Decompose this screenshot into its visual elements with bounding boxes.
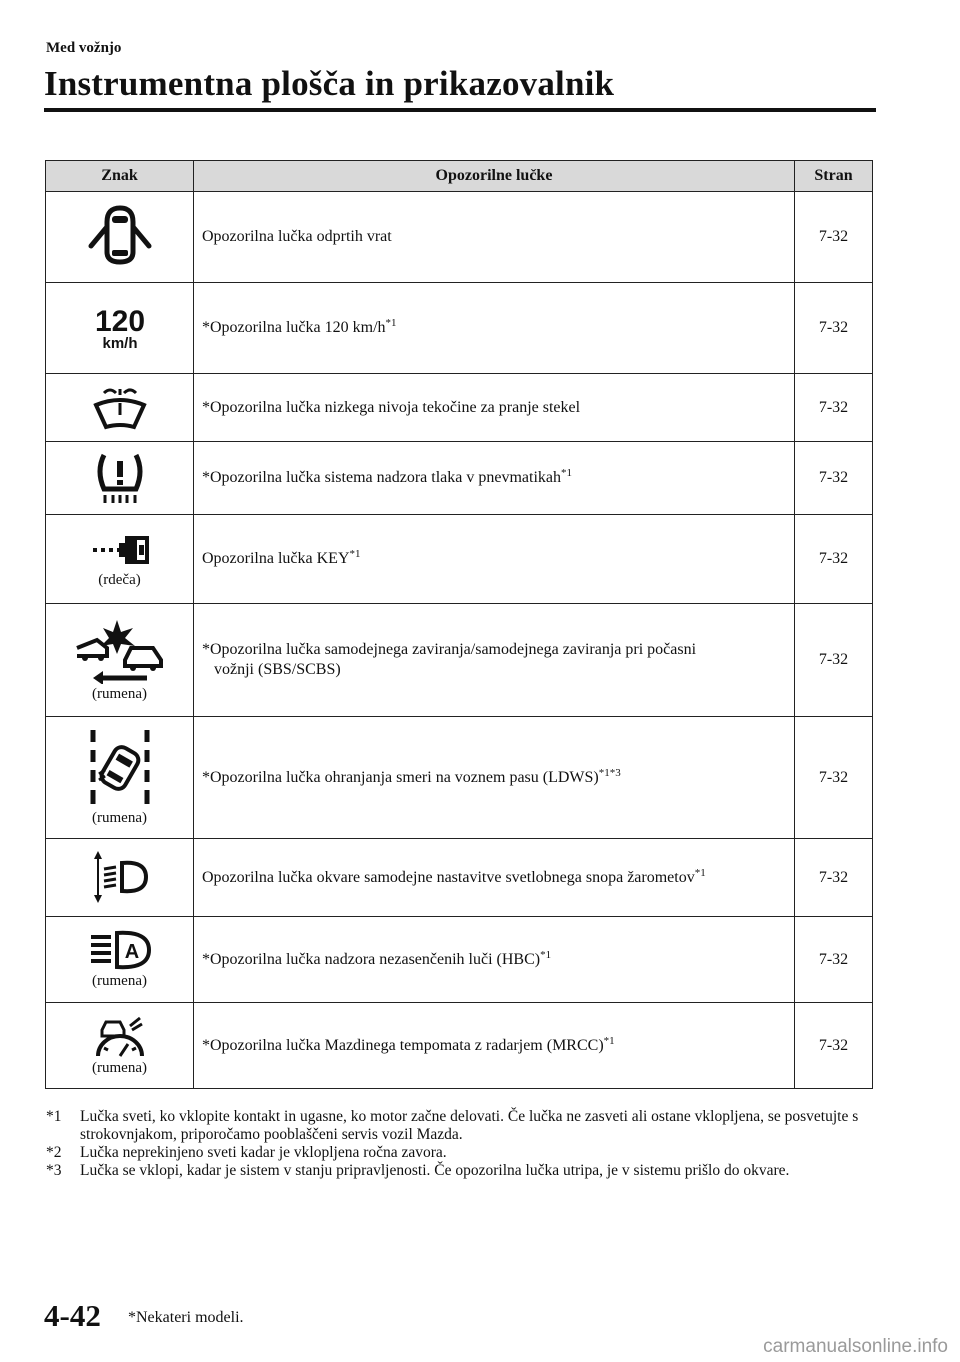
page-number: 4-42 [44,1298,101,1333]
page-ref: 7-32 [795,717,873,839]
page-ref: 7-32 [795,1003,873,1089]
ldws-warning-icon [85,728,155,808]
table-row [46,604,873,717]
table-row [46,283,873,374]
page-ref: 7-32 [795,192,873,283]
warning-lights-table [45,160,873,1089]
color-caption: (rumena) [92,1060,147,1076]
light-description: *Opozorilna lučka Mazdinega tempomata z radarjem (MRCC)$^{*1}$ [194,1003,795,1089]
sign-cell [46,604,194,717]
table-header-row [46,161,873,192]
light-description: *Opozorilna lučka 120 $km/h^{*1}$ [194,283,795,374]
tire-pressure-warning-icon [92,451,148,505]
light-description: Opozorilna lučka odprtih vrat [194,192,795,283]
light-description: *Opozorilna lučka nizkega nivoja tekočine za pranje stekel [194,374,795,442]
table-row [46,442,873,515]
page-ref: 7-32 [795,917,873,1003]
hbc-warning-icon [87,929,153,971]
sign-cell [46,283,194,374]
light-description: *Opozorilna lučka sistema nadzora tlaka v pnevmatikah$^{*1}$ [194,442,795,515]
color-caption: (rumena) [92,685,147,702]
table-row [46,917,873,1003]
table-row [46,515,873,604]
sign-cell [46,442,194,515]
light-description: *Opozorilna lučka ohranjanja smeri na voznem pasu (LDWS)$^{*1*3}$ [194,717,795,839]
sign-cell [46,717,194,839]
header-page: Stran [795,161,873,192]
light-description: *Opozorilna lučka nadzora nezasenčenih luči (HBC)$^{*1}$ [194,917,795,1003]
header-sign: Znak [46,161,194,192]
sign-cell [46,374,194,442]
models-note: *Nekateri modeli. [128,1309,244,1326]
sign-cell [46,917,194,1003]
page-ref: 7-32 [795,515,873,604]
table-row [46,717,873,839]
color-caption: (rumena) [92,810,147,826]
page-ref: 7-32 [795,374,873,442]
light-description: *Opozorilna lučka samodejnega zaviranja/samodejnega zaviranja pri počasni vožnji (SBS/SCBS) [194,604,795,717]
page-ref: 7-32 [795,604,873,717]
page-title: Instrumentna plošča in prikazovalnik [44,64,615,103]
footnote: *3 Lučka se vklopi, kadar je sistem v stanju pripravljenosti. Če opozorilna lučka utripa, je v sistemu prišlo do okvare. [46,1162,790,1179]
headlight-leveling-warning-icon [90,849,150,907]
light-description: Opozorilna lučka okvare samodejne nastavitve svetlobnega snopa žarometov$^{*1}$ [194,839,795,917]
watermark: carmanualsonline.info [763,1336,948,1357]
footnote: *1 Lučka sveti, ko vklopite kontakt in ugasne, ko motor začne delovati. Če lučka ne zasveti ali ostane vklopljena, se posvetujte s strokovnjakom, priporočamo pooblaščeni servis vozil Mazda. [46,1108,859,1143]
sbs-scbs-warning-icon [73,618,167,684]
table-row [46,1003,873,1089]
header-lights: Opozorilne lučke [194,161,795,192]
table-row [46,192,873,283]
color-caption: (rdeča) [98,571,141,588]
washer-fluid-warning-icon [90,385,150,431]
120-kmh-warning-icon [90,303,150,353]
door-ajar-warning-icon [85,204,155,270]
footnote: *2 Lučka neprekinjeno sveti kadar je vklopljena ročna zavora. [46,1144,447,1161]
footnotes [46,1108,866,1180]
table-row [46,839,873,917]
color-caption: (rumena) [92,973,147,989]
svg-text:A: A [124,941,139,963]
sign-cell [46,192,194,283]
sign-cell [46,839,194,917]
section-label: Med vožnjo [46,40,122,56]
table-row [46,374,873,442]
sign-cell [46,1003,194,1089]
key-warning-icon [89,530,151,570]
svg-text:120: 120 [94,305,145,338]
page-ref: 7-32 [795,442,873,515]
mrcc-warning-icon [92,1014,148,1058]
page-ref: 7-32 [795,283,873,374]
sign-cell [46,515,194,604]
page-ref: 7-32 [795,839,873,917]
title-rule [44,108,876,112]
svg-text:km/h: km/h [101,335,138,352]
light-description: Opozorilna lučka KEY$^{*1}$ [194,515,795,604]
